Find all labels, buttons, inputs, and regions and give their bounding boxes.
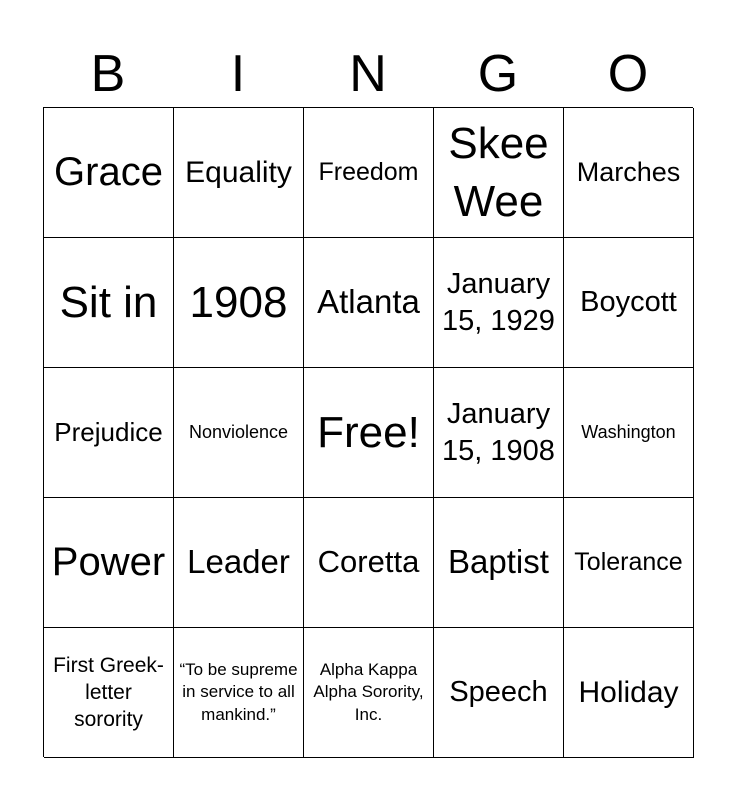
cell-label: Power bbox=[51, 540, 166, 585]
cell-label: Prejudice bbox=[54, 417, 163, 448]
cell-label: Boycott bbox=[580, 285, 677, 318]
bingo-cell-r2-c1[interactable] bbox=[44, 238, 174, 368]
bingo-header bbox=[43, 40, 693, 108]
bingo-board bbox=[43, 107, 693, 757]
bingo-cell-r5-c4[interactable] bbox=[434, 628, 564, 758]
bingo-cell-r5-c5[interactable] bbox=[564, 628, 694, 758]
header-letter-o: O bbox=[607, 45, 649, 103]
free-space-cell[interactable] bbox=[304, 368, 434, 498]
cell-label: Skee Wee bbox=[448, 119, 549, 226]
cell-label: Atlanta bbox=[317, 283, 420, 321]
bingo-cell-r5-c3[interactable] bbox=[304, 628, 434, 758]
bingo-cell-r3-c4[interactable] bbox=[434, 368, 564, 498]
bingo-cell-r4-c5[interactable] bbox=[564, 498, 694, 628]
cell-label: Tolerance bbox=[574, 547, 683, 576]
bingo-cell-r4-c3[interactable] bbox=[304, 498, 434, 628]
cell-label: January 15, 1929 bbox=[442, 267, 555, 337]
cell-label: Alpha Kappa Alpha Sorority, Inc. bbox=[313, 660, 424, 724]
bingo-cell-r3-c2[interactable] bbox=[174, 368, 304, 498]
bingo-cell-r1-c4[interactable] bbox=[434, 108, 564, 238]
cell-label: Washington bbox=[581, 421, 676, 442]
cell-label: Marches bbox=[576, 156, 681, 187]
cell-label: Coretta bbox=[317, 544, 420, 580]
cell-label: January 15, 1908 bbox=[442, 397, 555, 467]
header-letter-i: I bbox=[230, 45, 246, 103]
bingo-cell-r2-c3[interactable] bbox=[304, 238, 434, 368]
cell-label: Grace bbox=[54, 150, 163, 195]
bingo-cell-r3-c5[interactable] bbox=[564, 368, 694, 498]
bingo-cell-r2-c2[interactable] bbox=[174, 238, 304, 368]
cell-label: Holiday bbox=[578, 675, 679, 709]
bingo-cell-r1-c2[interactable] bbox=[174, 108, 304, 238]
cell-label: Nonviolence bbox=[188, 421, 289, 442]
header-letter-g: G bbox=[477, 45, 519, 103]
free-space-label: Free! bbox=[317, 407, 420, 457]
bingo-cell-r5-c2[interactable] bbox=[174, 628, 304, 758]
bingo-cell-r4-c4[interactable] bbox=[434, 498, 564, 628]
cell-label: Sit in bbox=[59, 277, 158, 327]
cell-label: Freedom bbox=[318, 157, 419, 186]
bingo-cell-r4-c2[interactable] bbox=[174, 498, 304, 628]
bingo-cell-r1-c1[interactable] bbox=[44, 108, 174, 238]
cell-label: First Greek-letter sorority bbox=[53, 653, 164, 732]
cell-label: Baptist bbox=[448, 543, 549, 581]
bingo-cell-r2-c4[interactable] bbox=[434, 238, 564, 368]
bingo-cell-r1-c5[interactable] bbox=[564, 108, 694, 238]
cell-label: Equality bbox=[185, 155, 292, 189]
cell-label: 1908 bbox=[189, 277, 288, 327]
bingo-cell-r2-c5[interactable] bbox=[564, 238, 694, 368]
bingo-cell-r1-c3[interactable] bbox=[304, 108, 434, 238]
bingo-cell-r3-c1[interactable] bbox=[44, 368, 174, 498]
header-letter-n: N bbox=[349, 45, 387, 103]
cell-label: Leader bbox=[187, 543, 290, 581]
cell-label: “To be supreme in service to all mankind.” bbox=[179, 660, 298, 724]
cell-label: Speech bbox=[449, 675, 548, 708]
bingo-cell-r4-c1[interactable] bbox=[44, 498, 174, 628]
header-letter-b: B bbox=[90, 45, 126, 103]
bingo-cell-r5-c1[interactable] bbox=[44, 628, 174, 758]
